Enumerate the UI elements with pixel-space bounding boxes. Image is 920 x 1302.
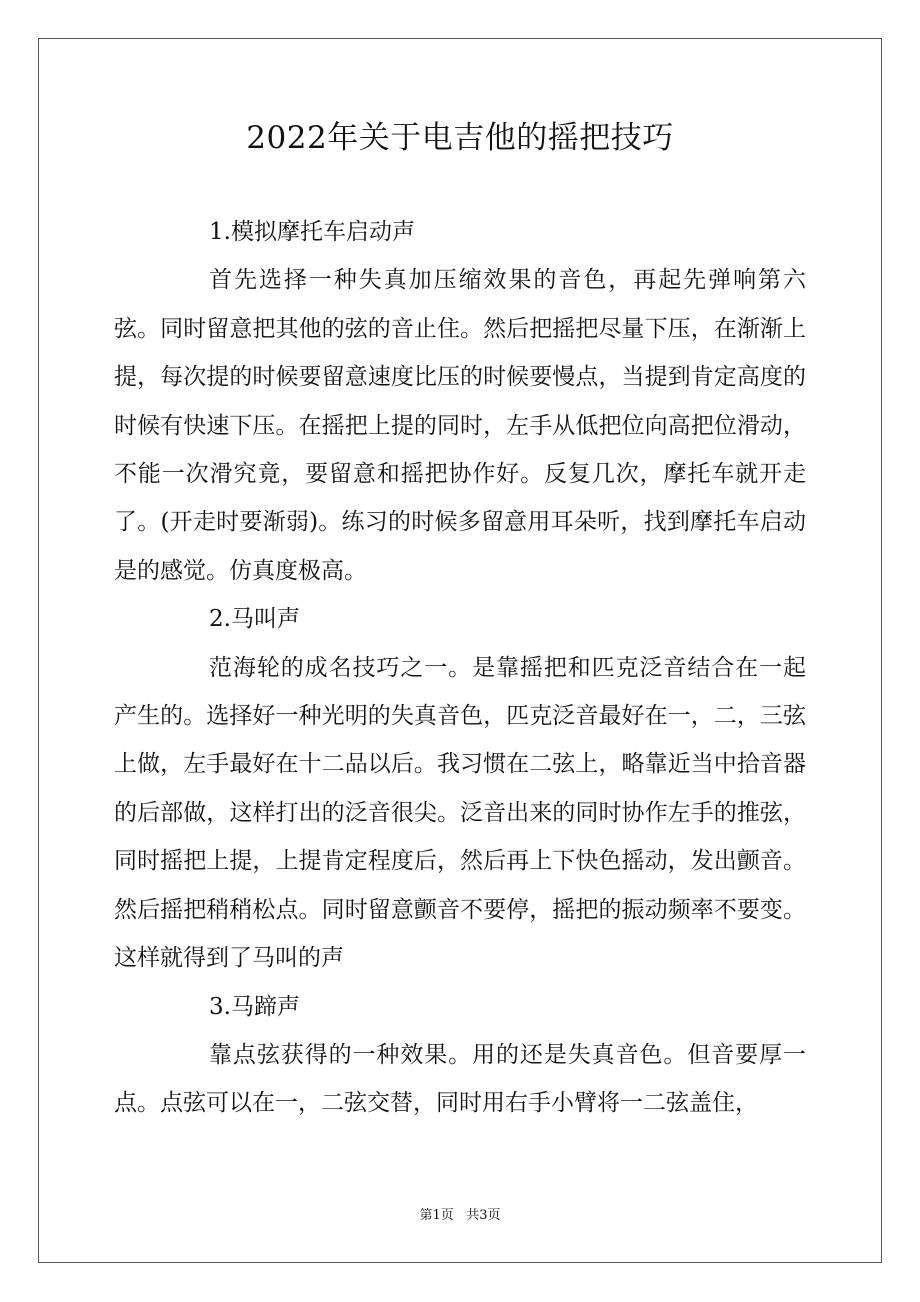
- section-paragraph-1: 首先选择一种失真加压缩效果的音色，再起先弹响第六弦。同时留意把其他的弦的音止住。然后把摇把尽量下压，在渐渐上提，每次提的时候要留意速度比压的时候要慢点，当提到肯定高度的时候有快速下压。在摇把上提的同时，左手从低把位向高把位滑动，不能一次滑究竟，要留意和摇把协作好。反复几次，摩托车就开走了。(开走时要渐弱)。练习的时候多留意用耳朵听，找到摩托车启动是的感觉。仿真度极高。: [114, 267, 806, 584]
- section-heading-3: 3.马蹄声: [209, 993, 300, 1020]
- section-paragraph-3: 靠点弦获得的一种效果。用的还是失真音色。但音要厚一点。点弦可以在一，二弦交替，同时用右手小臂将一二弦盖住，: [114, 1041, 806, 1117]
- section-heading-2: 2.马叫声: [209, 606, 300, 633]
- section-heading-1: 1.模拟摩托车启动声: [209, 219, 415, 245]
- document-body: [114, 208, 806, 1128]
- document-title: 2022年关于电吉他的摇把技巧: [246, 120, 674, 156]
- page-total: 共3页: [466, 1208, 501, 1223]
- page-footer: [0, 1206, 920, 1226]
- page-number: 第1页: [419, 1208, 454, 1223]
- section-paragraph-2: 范海轮的成名技巧之一。是靠摇把和匹克泛音结合在一起产生的。选择好一种光明的失真音色，匹克泛音最好在一，二，三弦上做，左手最好在十二品以后。我习惯在二弦上，略靠近当中拾音器的后部做，这样打出的泛音很尖。泛音出来的同时协作左手的推弦，同时摇把上提，上提肯定程度后，然后再上下快色摇动，发出颤音。然后摇把稍稍松点。同时留意颤音不要停，摇把的振动频率不要变。这样就得到了马叫的声: [114, 654, 806, 972]
